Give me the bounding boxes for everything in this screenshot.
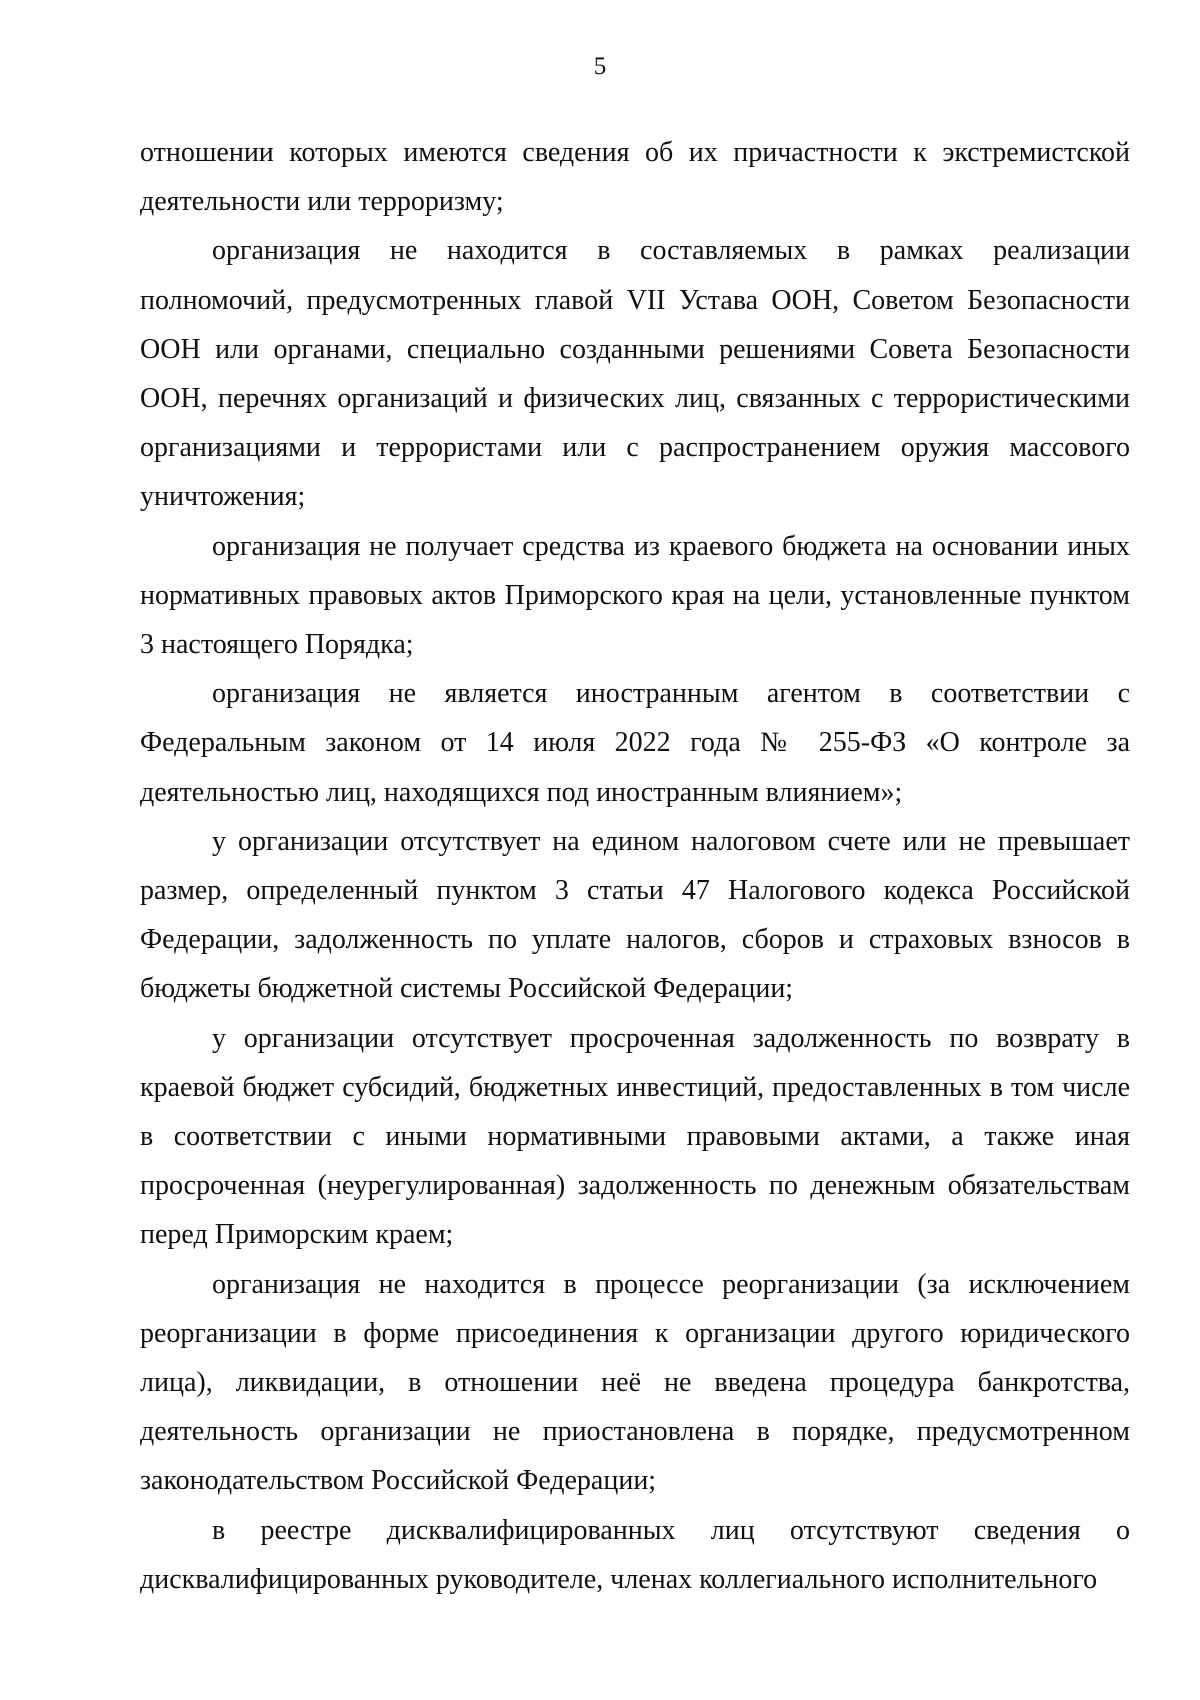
paragraph-disqualified-persons-registry: в реестре дисквалифицированных лиц отсутствуют сведения о дисквалифицированных руководителе, членах коллегиального исполнительного [140,1514,1130,1595]
paragraph-un-sanctions-lists: организация не находится в составляемых в рамках реализации полномочий, предусмотренных главой VII Устава ООН, Советом Безопасности ООН или органами, специально созданными решениями Совета Безопасности ООН, перечнях организаций и физических лиц, связанных с террористическими организациями и террористами или с распространением оружия массового уничтожения; [140,235,1130,513]
paragraph-not-foreign-agent: организация не является иностранным агентом в соответствии с Федеральным законом от 14 июля 2022 года № 255-ФЗ «О контроле за деятельностью лиц, находящихся под иностранным влиянием»; [140,678,1130,808]
paragraph-no-tax-debt: у организации отсутствует на едином налоговом счете или не превышает размер, определенный пунктом 3 статьи 47 Налогового кодекса Российской Федерации, задолженность по уплате налогов, сборов и страховых взносов в бюджеты бюджетной системы Российской Федерации; [140,825,1130,1005]
paragraph-no-overdue-debt: у организации отсутствует просроченная задолженность по возврату в краевой бюджет субсидий, бюджетных инвестиций, предоставленных в том числе в соответствии с иными нормативными правовыми актами, а также иная просроченная (неурегулированная) задолженность по денежным обязательствам перед Приморским краем; [140,1022,1130,1251]
page-number: 5 [593,53,607,80]
paragraph-continuation: отношении которых имеются сведения об их причастности к экстремистской деятельности или терроризму; [140,137,1130,218]
paragraph-no-other-budget-funds: организация не получает средства из краевого бюджета на основании иных нормативных правовых актов Приморского края на цели, установленные пунктом 3 настоящего Порядка; [140,530,1130,661]
paragraph-no-reorganization: организация не находится в процессе реорганизации (за исключением реорганизации в форме присоединения к организации другого юридического лица), ликвидации, в отношении неё не введена процедура банкротства, деятельность организации не приостановлена в порядке, предусмотренном законодательством Российской Федерации; [140,1268,1130,1497]
document-body [140,128,1130,1604]
